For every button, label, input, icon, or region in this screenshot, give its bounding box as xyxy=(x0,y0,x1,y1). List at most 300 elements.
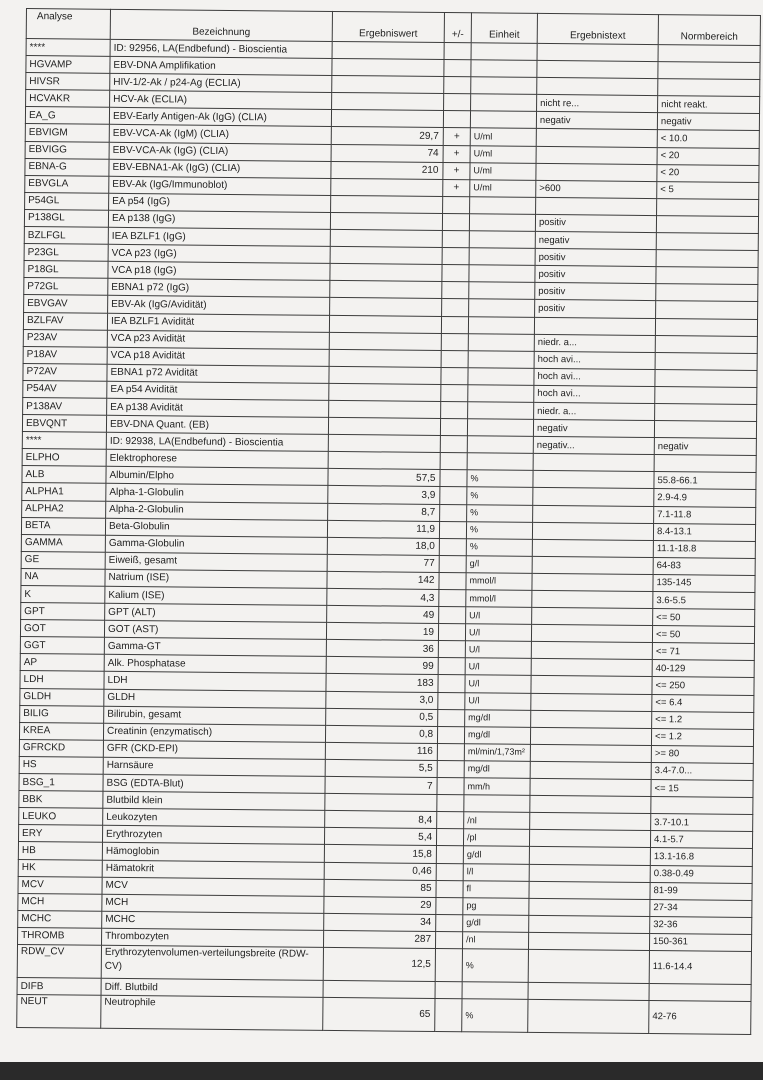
test-name: Elektrophorese xyxy=(106,450,328,469)
header-bezeichnung: Bezeichnung xyxy=(110,9,332,41)
analyse-code: DIFB xyxy=(17,977,101,995)
lab-results-table xyxy=(16,8,761,1035)
result-unit: g/dl xyxy=(463,915,529,933)
test-name: EBV-DNA Amplifikation xyxy=(110,56,332,75)
result-value: 29,7 xyxy=(331,127,443,145)
test-name: EBNA1 p72 Avidität xyxy=(107,364,329,383)
result-text xyxy=(529,830,650,848)
result-text: >600 xyxy=(536,180,657,198)
analyse-code: GE xyxy=(21,551,105,569)
reference-range: 11.6-14.4 xyxy=(649,950,751,984)
analyse-code: EA_G xyxy=(25,107,109,125)
reference-range: 55.8-66.1 xyxy=(654,472,756,490)
analyse-code: EBVGAV xyxy=(24,295,108,313)
test-name: Albumin/Elpho xyxy=(106,467,328,486)
result-value: 183 xyxy=(326,674,438,692)
analyse-code: **** xyxy=(22,432,106,450)
result-unit: fl xyxy=(463,880,529,898)
result-unit xyxy=(468,333,534,351)
result-text xyxy=(531,659,652,677)
result-unit: g/l xyxy=(466,556,532,574)
result-sign xyxy=(438,658,465,675)
test-name: IEA BZLF1 (IgG) xyxy=(108,227,330,246)
result-unit: U/l xyxy=(465,675,531,693)
result-value: 85 xyxy=(324,879,436,897)
test-name: MCHC xyxy=(102,911,324,930)
test-name: Leukozyten xyxy=(103,808,325,827)
analyse-code: THROMB xyxy=(18,927,102,945)
result-value: 77 xyxy=(327,554,439,572)
result-sign: + xyxy=(443,128,470,145)
test-name: Eiweiß, gesamt xyxy=(105,552,327,571)
test-name: GPT (ALT) xyxy=(105,603,327,622)
result-unit: g/dl xyxy=(463,846,529,864)
reference-range: 32-36 xyxy=(650,916,752,934)
result-sign xyxy=(440,453,467,470)
test-name: Diff. Blutbild xyxy=(101,978,323,997)
analyse-code: ERY xyxy=(18,825,102,843)
result-sign xyxy=(436,863,463,880)
reference-range xyxy=(656,301,758,319)
result-sign xyxy=(438,709,465,726)
analyse-code: EBVIGG xyxy=(25,141,109,159)
test-name: EBV-DNA Quant. (EB) xyxy=(106,415,328,434)
result-sign xyxy=(442,213,469,230)
result-value xyxy=(331,195,443,213)
result-value: 0,5 xyxy=(326,708,438,726)
analyse-code: **** xyxy=(26,39,110,57)
result-value xyxy=(332,76,444,94)
reference-range xyxy=(655,352,757,370)
analyse-code: BILIG xyxy=(20,705,104,723)
reference-range xyxy=(655,386,757,404)
result-value: 11,9 xyxy=(327,520,439,538)
result-text xyxy=(533,505,654,523)
result-unit xyxy=(468,316,534,334)
reference-range xyxy=(656,233,758,251)
reference-range: 40-129 xyxy=(652,660,754,678)
result-text: positiv xyxy=(535,249,656,267)
result-value: 3,0 xyxy=(326,691,438,709)
test-name: VCA p18 Avidität xyxy=(107,347,329,366)
result-unit: % xyxy=(466,538,532,556)
result-text xyxy=(537,43,658,61)
result-text xyxy=(530,795,651,813)
result-unit: mm/h xyxy=(464,778,530,796)
analyse-code: HS xyxy=(19,756,103,774)
result-value: 99 xyxy=(326,657,438,675)
result-sign xyxy=(442,299,469,316)
result-text xyxy=(537,78,658,96)
reference-range: <= 50 xyxy=(653,609,755,627)
result-sign xyxy=(437,760,464,777)
reference-range: 3.7-10.1 xyxy=(651,814,753,832)
test-name: Erythrozyten xyxy=(102,826,324,845)
reference-range xyxy=(658,79,760,97)
result-text xyxy=(528,999,649,1033)
result-unit xyxy=(468,402,534,420)
result-unit: U/ml xyxy=(470,180,536,198)
result-sign xyxy=(439,607,466,624)
result-sign xyxy=(442,265,469,282)
reference-range: 2.9-4.9 xyxy=(654,489,756,507)
result-unit xyxy=(468,350,534,368)
test-name: Harnsäure xyxy=(103,757,325,776)
analyse-code: GGT xyxy=(20,637,104,655)
analyse-code: LEUKO xyxy=(19,808,103,826)
result-unit xyxy=(471,60,537,78)
analyse-code: GAMMA xyxy=(21,534,105,552)
test-name: EBNA1 p72 (IgG) xyxy=(108,279,330,298)
result-value: 12,5 xyxy=(323,947,435,981)
reference-range: negativ xyxy=(657,113,759,131)
reference-range xyxy=(655,318,757,336)
result-sign xyxy=(440,504,467,521)
result-value xyxy=(330,281,442,299)
test-name: EBV-EBNA1-Ak (IgG) (CLIA) xyxy=(109,159,331,178)
result-sign xyxy=(441,316,468,333)
result-sign xyxy=(439,538,466,555)
reference-range: < 20 xyxy=(657,164,759,182)
test-name: Alpha-1-Globulin xyxy=(106,484,328,503)
analyse-code: NEUT xyxy=(17,995,101,1029)
result-unit: mg/dl xyxy=(464,761,530,779)
test-name: Blutbild klein xyxy=(103,791,325,810)
result-text xyxy=(529,915,650,933)
result-value xyxy=(330,247,442,265)
result-value xyxy=(323,980,435,998)
test-name: GOT (AST) xyxy=(104,620,326,639)
test-name: Kalium (ISE) xyxy=(105,586,327,605)
reference-range: <= 6.4 xyxy=(652,694,754,712)
test-name: EBV-VCA-Ak (IgM) (CLIA) xyxy=(109,125,331,144)
result-unit: mg/dl xyxy=(464,726,530,744)
test-name: EA p138 Avidität xyxy=(107,398,329,417)
test-name: Neutrophile xyxy=(101,995,323,1030)
result-text: negativ... xyxy=(533,437,654,455)
analyse-code: HGVAMP xyxy=(26,56,110,74)
result-unit xyxy=(467,419,533,437)
result-unit xyxy=(469,299,535,317)
result-unit xyxy=(469,282,535,300)
test-name: Gamma-GT xyxy=(104,638,326,657)
reference-range: 8.4-13.1 xyxy=(653,523,755,541)
result-text: negativ xyxy=(535,231,656,249)
analyse-code: ALB xyxy=(22,466,106,484)
test-name: EA p54 Avidität xyxy=(107,381,329,400)
analyse-code: BZLFAV xyxy=(23,312,107,330)
result-unit: /pl xyxy=(463,829,529,847)
reference-range: 27-34 xyxy=(650,899,752,917)
result-text: hoch avi... xyxy=(534,385,655,403)
test-name: MCH xyxy=(102,894,324,913)
result-value: 4,3 xyxy=(327,588,439,606)
reference-range: nicht reakt. xyxy=(658,96,760,114)
result-sign xyxy=(440,487,467,504)
result-value xyxy=(325,794,437,812)
result-sign xyxy=(437,726,464,743)
result-unit: % xyxy=(466,521,532,539)
test-name: EA p54 (IgG) xyxy=(109,193,331,212)
test-name: Bilirubin, gesamt xyxy=(104,706,326,725)
result-text xyxy=(530,778,651,796)
result-unit: U/ml xyxy=(470,128,536,146)
result-unit xyxy=(471,77,537,95)
result-text xyxy=(536,197,657,215)
test-name: ID: 92956, LA(Endbefund) - Bioscientia xyxy=(110,39,332,58)
result-sign xyxy=(436,914,463,931)
analyse-code: P138GL xyxy=(24,209,108,227)
result-unit xyxy=(470,197,536,215)
result-sign xyxy=(435,931,462,948)
reference-range: < 5 xyxy=(657,181,759,199)
result-value: 0,46 xyxy=(324,862,436,880)
reference-range: 13.1-16.8 xyxy=(650,848,752,866)
reference-range xyxy=(658,62,760,80)
reference-range xyxy=(651,797,753,815)
analyse-code: NA xyxy=(21,568,105,586)
result-value: 49 xyxy=(327,606,439,624)
result-value: 57,5 xyxy=(328,469,440,487)
analyse-code: AP xyxy=(20,654,104,672)
header-ergebniswert: Ergebniswert xyxy=(332,11,444,42)
result-unit: /nl xyxy=(462,932,528,950)
reference-range: 64-83 xyxy=(653,557,755,575)
reference-range: <= 50 xyxy=(652,626,754,644)
test-name: VCA p23 (IgG) xyxy=(108,244,330,263)
test-name: Hämatokrit xyxy=(102,860,324,879)
result-text xyxy=(530,761,651,779)
result-text xyxy=(530,727,651,745)
result-sign xyxy=(441,350,468,367)
reference-range xyxy=(655,404,757,422)
result-sign xyxy=(439,572,466,589)
analyse-code: GPT xyxy=(21,603,105,621)
result-sign xyxy=(442,248,469,265)
result-value: 7 xyxy=(325,776,437,794)
result-text: niedr. a... xyxy=(534,402,655,420)
result-value: 8,7 xyxy=(328,503,440,521)
result-unit: U/l xyxy=(465,624,531,642)
result-value xyxy=(329,349,441,367)
reference-range: 81-99 xyxy=(650,882,752,900)
analyse-code: P72GL xyxy=(24,278,108,296)
result-value xyxy=(329,366,441,384)
result-sign xyxy=(442,282,469,299)
reference-range xyxy=(654,455,756,473)
analyse-code: P72AV xyxy=(23,363,107,381)
result-sign xyxy=(442,231,469,248)
result-text xyxy=(530,744,651,762)
result-sign xyxy=(435,948,462,981)
result-sign xyxy=(438,641,465,658)
result-unit xyxy=(464,795,530,813)
analyse-code: KREA xyxy=(19,722,103,740)
reference-range xyxy=(654,421,756,439)
result-sign xyxy=(439,589,466,606)
result-sign xyxy=(443,196,470,213)
test-name: EBV-VCA-Ak (IgG) (CLIA) xyxy=(109,142,331,161)
result-sign xyxy=(437,795,464,812)
analyse-code: HIVSR xyxy=(26,73,110,91)
result-value xyxy=(329,400,441,418)
result-text xyxy=(532,556,653,574)
result-text xyxy=(531,625,652,643)
reference-range: <= 1.2 xyxy=(652,711,754,729)
result-value xyxy=(329,383,441,401)
test-name: Thrombozyten xyxy=(102,928,324,947)
result-value xyxy=(331,110,443,128)
reference-range: 3.6-5.5 xyxy=(653,592,755,610)
analyse-code: BETA xyxy=(21,517,105,535)
result-value xyxy=(329,332,441,350)
result-sign xyxy=(444,77,471,94)
result-value: 5,5 xyxy=(325,759,437,777)
result-sign: + xyxy=(443,162,470,179)
result-unit xyxy=(469,265,535,283)
reference-range: 7.1-11.8 xyxy=(654,506,756,524)
reference-range: 150-361 xyxy=(649,933,751,951)
result-value: 65 xyxy=(323,997,435,1031)
analyse-code: MCHC xyxy=(18,910,102,928)
result-sign: + xyxy=(443,179,470,196)
result-value xyxy=(330,298,442,316)
reference-range: 0.38-0.49 xyxy=(650,865,752,883)
result-text xyxy=(529,881,650,899)
result-value: 142 xyxy=(327,571,439,589)
result-text: hoch avi... xyxy=(534,351,655,369)
photo-edge-shadow xyxy=(0,1062,763,1080)
result-unit: U/ml xyxy=(470,145,536,163)
analyse-code: HCVAKR xyxy=(26,90,110,108)
result-unit xyxy=(469,248,535,266)
analyse-code: HK xyxy=(18,859,102,877)
result-sign xyxy=(439,555,466,572)
result-unit: mmol/l xyxy=(466,590,532,608)
reference-range xyxy=(649,983,751,1001)
result-value xyxy=(330,264,442,282)
analyse-code: GLDH xyxy=(20,688,104,706)
result-sign xyxy=(444,43,471,60)
test-name: Natrium (ISE) xyxy=(105,569,327,588)
result-value: 116 xyxy=(325,742,437,760)
result-unit: /nl xyxy=(464,812,530,830)
result-value xyxy=(328,435,440,453)
reference-range xyxy=(657,198,759,216)
analyse-code: ALPHA1 xyxy=(22,483,106,501)
analyse-code: P23GL xyxy=(24,244,108,262)
result-text xyxy=(531,642,652,660)
reference-range: 42-76 xyxy=(649,1001,751,1035)
result-text xyxy=(532,573,653,591)
reference-range: 4.1-5.7 xyxy=(650,831,752,849)
result-sign xyxy=(435,981,462,998)
analyse-code: MCH xyxy=(18,893,102,911)
test-name: VCA p23 Avidität xyxy=(107,330,329,349)
analyse-code: RDW_CV xyxy=(17,944,101,978)
result-unit xyxy=(468,368,534,386)
result-value: 5,4 xyxy=(324,828,436,846)
test-name: MCV xyxy=(102,877,324,896)
result-text xyxy=(532,607,653,625)
result-unit: l/l xyxy=(463,863,529,881)
reference-range xyxy=(656,284,758,302)
analyse-code: EBVQNT xyxy=(22,415,106,433)
result-text xyxy=(529,898,650,916)
result-value xyxy=(332,59,444,77)
result-unit xyxy=(467,436,533,454)
result-sign xyxy=(441,401,468,418)
analyse-code: P23AV xyxy=(23,329,107,347)
reference-range: <= 250 xyxy=(652,677,754,695)
result-sign xyxy=(441,384,468,401)
result-text: positiv xyxy=(535,300,656,318)
result-sign xyxy=(444,60,471,77)
result-sign xyxy=(440,470,467,487)
reference-range xyxy=(655,369,757,387)
analyse-code: P18AV xyxy=(23,346,107,364)
result-value: 15,8 xyxy=(324,845,436,863)
result-unit: % xyxy=(467,504,533,522)
result-text xyxy=(532,522,653,540)
reference-range: <= 1.2 xyxy=(651,728,753,746)
analyse-code: MCV xyxy=(18,876,102,894)
result-unit: U/l xyxy=(465,692,531,710)
result-sign xyxy=(439,521,466,538)
result-unit: U/ml xyxy=(470,162,536,180)
test-name: EBV-Ak (IgG/Avidität) xyxy=(108,296,330,315)
analyse-code: EBVIGM xyxy=(25,124,109,142)
result-text: negativ xyxy=(533,419,654,437)
result-value: 18,0 xyxy=(327,537,439,555)
result-unit: % xyxy=(467,487,533,505)
test-name: GFR (CKD-EPI) xyxy=(103,740,325,759)
result-text xyxy=(531,676,652,694)
result-sign xyxy=(441,367,468,384)
result-text xyxy=(536,146,657,164)
test-name: VCA p18 (IgG) xyxy=(108,262,330,281)
result-sign xyxy=(437,812,464,829)
analyse-code: LDH xyxy=(20,671,104,689)
result-unit: U/l xyxy=(465,658,531,676)
reference-range: <= 15 xyxy=(651,780,753,798)
result-unit: mmol/l xyxy=(466,573,532,591)
result-text xyxy=(533,454,654,472)
result-sign xyxy=(435,999,462,1032)
result-value: 210 xyxy=(331,161,443,179)
test-name: ID: 92938, LA(Endbefund) - Bioscientia xyxy=(106,432,328,451)
result-text xyxy=(531,693,652,711)
result-text xyxy=(528,932,649,950)
reference-range: < 10.0 xyxy=(657,130,759,148)
result-text xyxy=(536,129,657,147)
result-text: niedr. a... xyxy=(534,334,655,352)
result-value: 29 xyxy=(324,896,436,914)
test-name: Beta-Globulin xyxy=(105,518,327,537)
analyse-code: K xyxy=(21,585,105,603)
header-einheit: Einheit xyxy=(471,13,537,44)
test-name: HCV-Ak (ECLIA) xyxy=(110,91,332,110)
result-value: 8,4 xyxy=(325,811,437,829)
result-sign xyxy=(441,333,468,350)
result-text xyxy=(532,539,653,557)
results-body xyxy=(17,39,760,1035)
result-text xyxy=(530,813,651,831)
result-sign xyxy=(436,880,463,897)
result-sign xyxy=(437,778,464,795)
result-text xyxy=(528,982,649,1000)
result-text: hoch avi... xyxy=(534,368,655,386)
